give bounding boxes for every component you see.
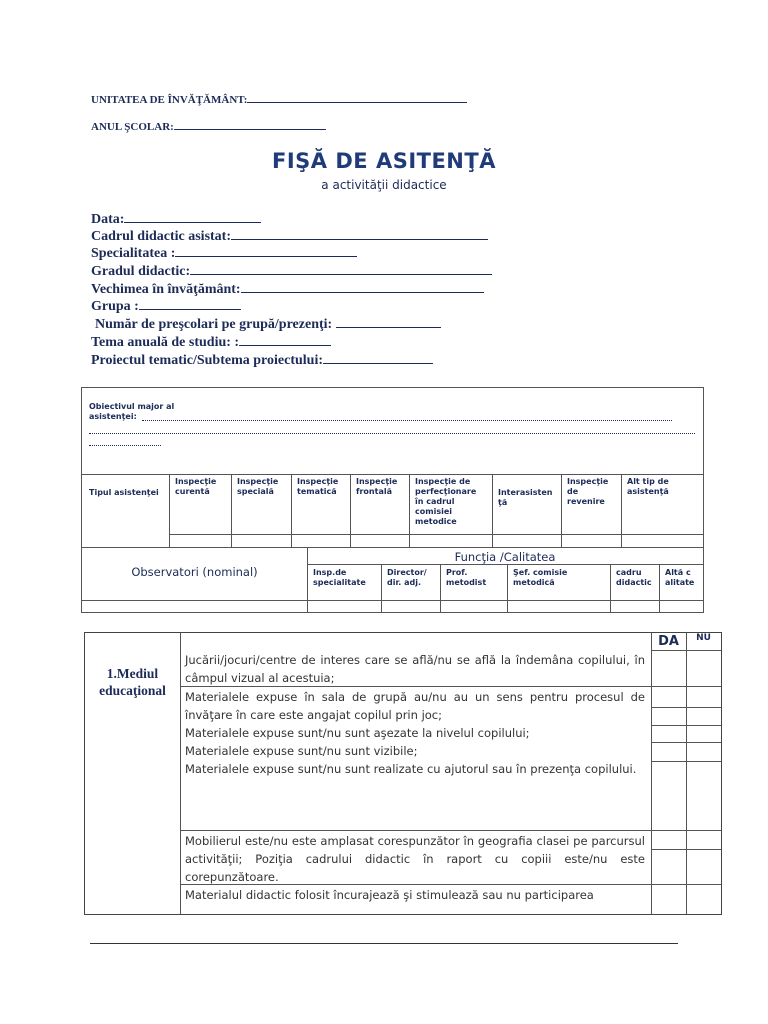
field-vechime-label: Vechimea în învăţământ:	[91, 282, 241, 297]
school-year-label: ANUL ŞCOLAR:	[91, 121, 174, 133]
field-cadrul-label: Cadrul didactic asistat:	[91, 229, 231, 244]
objective-dots-2[interactable]	[89, 433, 695, 434]
role-alta: Altă calitate	[665, 568, 695, 587]
assist-type-label: Tipul asistenţei	[89, 488, 159, 497]
type-speciala: Inspecţie specială	[237, 477, 279, 496]
page-subtitle: a activităţii didactice	[321, 178, 447, 192]
field-grad-blank[interactable]	[190, 263, 492, 275]
field-specialitatea-blank[interactable]	[175, 245, 357, 257]
type-interasistenta: Interasistenţă	[498, 488, 553, 507]
criteria-item-6: Mobilierul este/nu este amplasat corespunzător în geografia clasei pe parcursul activităţii; Poziţia cadrului didactic în raport cu copiii este/nu este corepunzătoare.	[185, 834, 645, 884]
objective-label: Obiectivul major al asistenţei:	[89, 402, 175, 421]
page-title: FIŞĂ DE ASITENŢĂ	[272, 149, 496, 173]
objective-dots-1[interactable]	[142, 420, 672, 421]
field-grupa-label: Grupa :	[91, 299, 139, 314]
criteria-item-5: Materialele expuse sunt/nu sunt realizate cu ajutorul sau în prezenţa copilului.	[185, 762, 637, 776]
field-cadrul	[91, 228, 488, 245]
field-tema	[91, 334, 331, 351]
school-year-blank[interactable]	[174, 120, 326, 130]
role-director: Director/ dir. adj.	[387, 568, 427, 587]
school-unit-field	[91, 93, 467, 106]
type-curenta: Inspecţie curentă	[175, 477, 217, 496]
field-vechime	[91, 281, 484, 298]
criteria-item-3: Materialele expuse sunt/nu sunt aşezate la nivelul copilului;	[185, 726, 530, 740]
type-alt: Alt tip de asistenţă	[627, 477, 669, 496]
type-revenire: Inspecţie de revenire	[567, 477, 609, 506]
section-label: 1.Mediul educaţional	[99, 666, 166, 698]
criteria-item-2: Materialele expuse în sala de grupă au/nu au un sens pentru procesul de învăţare în care este angajat copilul prin joc;	[185, 690, 645, 722]
field-proiect-blank[interactable]	[323, 352, 433, 364]
field-data-blank[interactable]	[124, 211, 261, 223]
type-perfectionare: Inspecţie de perfecţionare în cadrul comisiei metodice	[415, 477, 477, 526]
role-metodist: Prof. metodist	[446, 568, 487, 587]
field-specialitatea	[91, 245, 357, 262]
role-sef-comisie: Şef. comisie metodică	[513, 568, 568, 587]
field-data	[91, 211, 261, 228]
assistance-table	[81, 387, 704, 613]
criteria-item-1: Jucării/jocuri/centre de interes care se află/nu se află la îndemâna copilului, în câmpul vizual al acestuia;	[185, 653, 645, 685]
field-numar-blank[interactable]	[336, 316, 441, 328]
da-header: DA	[658, 634, 679, 649]
field-tema-blank[interactable]	[239, 334, 331, 346]
school-unit-label: UNITATEA DE ÎNVĂŢĂMÂNT:	[91, 94, 248, 106]
field-vechime-blank[interactable]	[241, 281, 484, 293]
criteria-item-4: Materialele expuse sunt/nu sunt vizibile;	[185, 744, 418, 758]
type-frontala: Inspecţie frontală	[356, 477, 398, 496]
footer-rule	[90, 943, 678, 944]
objective-dots-3[interactable]	[89, 445, 161, 446]
field-specialitatea-label: Specialitatea :	[91, 246, 176, 261]
role-cadru: cadru didactic	[616, 568, 652, 587]
field-proiect	[91, 352, 433, 369]
field-data-label: Data:	[91, 212, 125, 227]
criteria-table	[84, 632, 722, 915]
school-year-field	[91, 120, 326, 133]
field-grupa-blank[interactable]	[139, 298, 241, 310]
criteria-item-7: Materialul didactic folosit încurajează şi stimulează sau nu participarea	[185, 888, 594, 902]
function-label: Funcţia /Calitatea	[454, 550, 556, 564]
nu-header: NU	[696, 633, 711, 643]
field-grupa	[91, 298, 241, 315]
field-numar	[95, 316, 441, 333]
field-numar-label: Număr de preşcolari pe grupă/prezenţi:	[95, 317, 333, 332]
type-tematica: Inspecţie tematică	[297, 477, 339, 496]
observers-label: Observatori (nominal)	[131, 565, 258, 579]
field-grad-label: Gradul didactic:	[91, 264, 191, 279]
school-unit-blank[interactable]	[247, 93, 467, 103]
field-cadrul-blank[interactable]	[231, 228, 488, 240]
field-proiect-label: Proiectul tematic/Subtema proiectului:	[91, 353, 323, 368]
field-tema-label: Tema anuală de studiu: :	[91, 335, 240, 350]
field-grad	[91, 263, 492, 280]
role-insp: Insp.de specialitate	[313, 568, 366, 587]
